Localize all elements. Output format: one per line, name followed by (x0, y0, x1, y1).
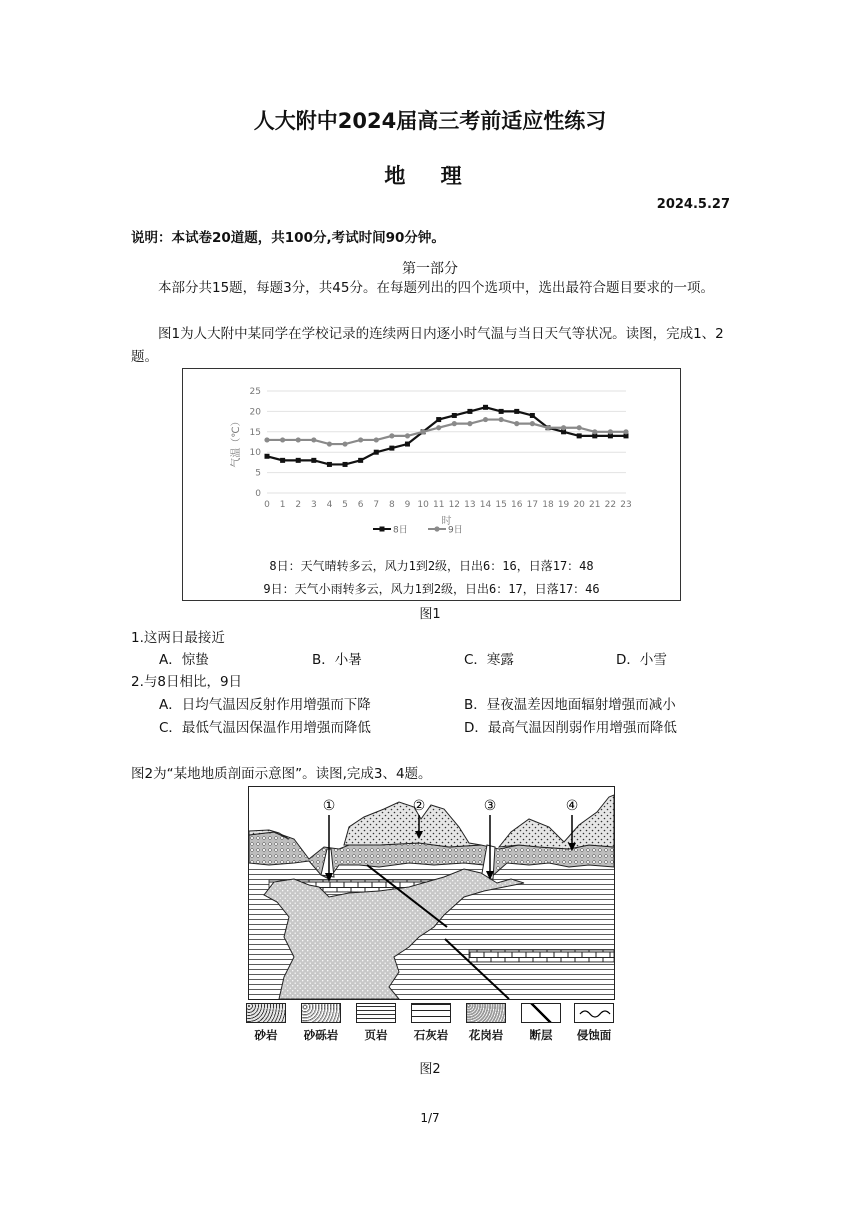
fig1-intro: 图1为人大附中某同学在学校记录的连续两日内逐小时气温与当日天气等状况。读图，完成1、2题。 (131, 326, 724, 365)
data-point (389, 446, 394, 451)
data-point (405, 433, 410, 438)
data-point (483, 405, 488, 410)
data-point (577, 425, 582, 430)
question-1-stem: 1.这两日最接近 (131, 630, 225, 646)
subject-title: 地 理 (384, 164, 476, 188)
y-axis-label: 气温（℃） (231, 416, 242, 468)
x-tick-label: 9 (404, 500, 411, 510)
exam-note: 说明：本试卷20道题，共100分,考试时间90分钟。 (131, 230, 445, 246)
x-tick-label: 13 (464, 500, 476, 510)
q1-option-b: B．小暑 (312, 652, 362, 668)
x-tick-label: 8 (389, 500, 395, 510)
data-point (358, 437, 363, 442)
data-point (623, 429, 628, 434)
x-tick-label: 17 (526, 500, 539, 510)
x-tick-label: 16 (511, 500, 523, 510)
weather-day8: 8日：天气晴转多云，风力1到2级，日出6：16，日落17：48 (269, 559, 594, 573)
legend-conglomerate (301, 1003, 341, 1043)
legend-label: 砂岩 (254, 1028, 278, 1042)
x-tick-label: 19 (557, 500, 570, 510)
data-point (467, 409, 472, 414)
x-tick-label: 23 (620, 500, 632, 510)
q2-option-b: B．昼夜温差因地面辐射增强而减小 (464, 697, 676, 713)
data-point (499, 417, 504, 422)
x-tick-label: 10 (417, 500, 429, 510)
figure-2-legend (246, 1003, 616, 1048)
data-point (296, 458, 301, 463)
data-point (280, 458, 285, 463)
geological-section-drawing (249, 787, 614, 999)
y-tick-label: 10 (249, 448, 261, 459)
x-tick-label: 15 (495, 500, 507, 510)
figure-1 (182, 368, 681, 601)
x-tick-label: 1 (279, 500, 286, 510)
data-point (592, 429, 597, 434)
weather-day9: 9日：天气小雨转多云，风力1到2级，日出6：17，日落17：46 (263, 582, 600, 596)
data-point (280, 437, 285, 442)
data-point (327, 441, 332, 446)
legend-label: 页岩 (364, 1028, 388, 1042)
data-point (514, 409, 519, 414)
x-tick-label: 4 (326, 500, 333, 510)
y-tick-label: 5 (255, 468, 261, 479)
exam-title: 人大附中2024届高三考前适应性练习 (253, 109, 607, 133)
legend-label: 9日 (448, 525, 463, 536)
q2-option-d: D．最高气温因削弱作用增强而降低 (464, 720, 677, 736)
x-tick-label: 20 (573, 500, 585, 510)
data-point (343, 462, 348, 467)
legend-marker (434, 526, 439, 531)
data-point (265, 454, 270, 459)
x-tick-label: 14 (479, 500, 492, 510)
data-point (327, 462, 332, 467)
marker-2: ② (412, 798, 426, 814)
x-tick-label: 3 (310, 500, 317, 510)
data-point (545, 425, 550, 430)
part-heading: 第一部分 (402, 261, 458, 277)
series-line-day8 (267, 407, 626, 464)
x-tick-label: 7 (373, 500, 380, 510)
data-point (374, 450, 379, 455)
data-point (358, 458, 363, 463)
legend-label: 侵蚀面 (576, 1028, 612, 1042)
x-tick-label: 2 (295, 500, 302, 510)
q1-option-a: A．惊蛰 (159, 652, 209, 668)
y-tick-label: 0 (255, 489, 261, 499)
fig2-intro: 图2为“某地地质剖面示意图”。读图,完成3、4题。 (131, 766, 432, 782)
y-tick-label: 20 (249, 407, 261, 418)
x-tick-label: 11 (432, 500, 445, 510)
page-number: 1/7 (420, 1111, 440, 1125)
legend-fault (521, 1003, 561, 1043)
legend-label: 8日 (393, 525, 408, 536)
data-point (389, 433, 394, 438)
x-axis-label: 时 (441, 516, 452, 527)
legend-granite (466, 1003, 506, 1043)
data-point (577, 433, 582, 438)
data-point (499, 409, 504, 414)
data-point (608, 429, 613, 434)
x-tick-label: 21 (589, 500, 601, 510)
y-tick-label: 15 (249, 427, 261, 438)
data-point (452, 421, 457, 426)
data-point (374, 437, 379, 442)
y-tick-label: 25 (249, 387, 261, 397)
legend-label: 断层 (529, 1028, 553, 1042)
x-tick-label: 18 (542, 500, 554, 510)
data-point (530, 413, 535, 418)
legend-limestone (411, 1003, 451, 1043)
data-point (514, 421, 519, 426)
data-point (561, 425, 566, 430)
q1-option-d: D．小雪 (616, 652, 667, 668)
q1-option-c: C．寒露 (464, 652, 514, 668)
legend-label: 石灰岩 (413, 1028, 449, 1042)
legend-erosion-surface (574, 1003, 614, 1043)
data-point (436, 425, 441, 430)
q2-option-a: A．日均气温因反射作用增强而下降 (159, 697, 371, 713)
data-point (264, 437, 269, 442)
legend-label: 砂砾岩 (303, 1028, 339, 1042)
marker-3: ③ (483, 798, 497, 814)
data-point (311, 437, 316, 442)
x-tick-label: 0 (264, 500, 270, 510)
legend-shale (356, 1003, 396, 1043)
marker-1: ① (322, 798, 336, 814)
data-point (420, 429, 425, 434)
legend-label: 花岗岩 (468, 1028, 504, 1042)
data-point (296, 437, 301, 442)
legend-sandstone (246, 1003, 286, 1043)
figure-2-geological-section (248, 786, 615, 1000)
x-tick-label: 22 (604, 500, 617, 510)
marker-4: ④ (565, 798, 579, 814)
part-intro: 本部分共15题，每题3分，共45分。在每题列出的四个选项中，选出最符合题目要求的一项。 (158, 280, 714, 296)
exam-date: 2024.5.27 (656, 197, 730, 212)
data-point (467, 421, 472, 426)
question-2-stem: 2.与8日相比，9日 (131, 674, 243, 690)
temperature-chart (183, 369, 680, 539)
x-tick-label: 12 (448, 500, 461, 510)
data-point (452, 413, 457, 418)
legend-marker (380, 527, 385, 532)
x-tick-label: 5 (342, 500, 348, 510)
figure-1-caption: 图1 (419, 607, 441, 622)
figure-2-caption: 图2 (419, 1062, 441, 1077)
data-point (405, 442, 410, 447)
data-point (483, 417, 488, 422)
data-point (530, 421, 535, 426)
x-tick-label: 6 (357, 500, 364, 510)
data-point (342, 441, 347, 446)
data-point (311, 458, 316, 463)
q2-option-c: C．最低气温因保温作用增强而降低 (159, 720, 371, 736)
data-point (436, 417, 441, 422)
